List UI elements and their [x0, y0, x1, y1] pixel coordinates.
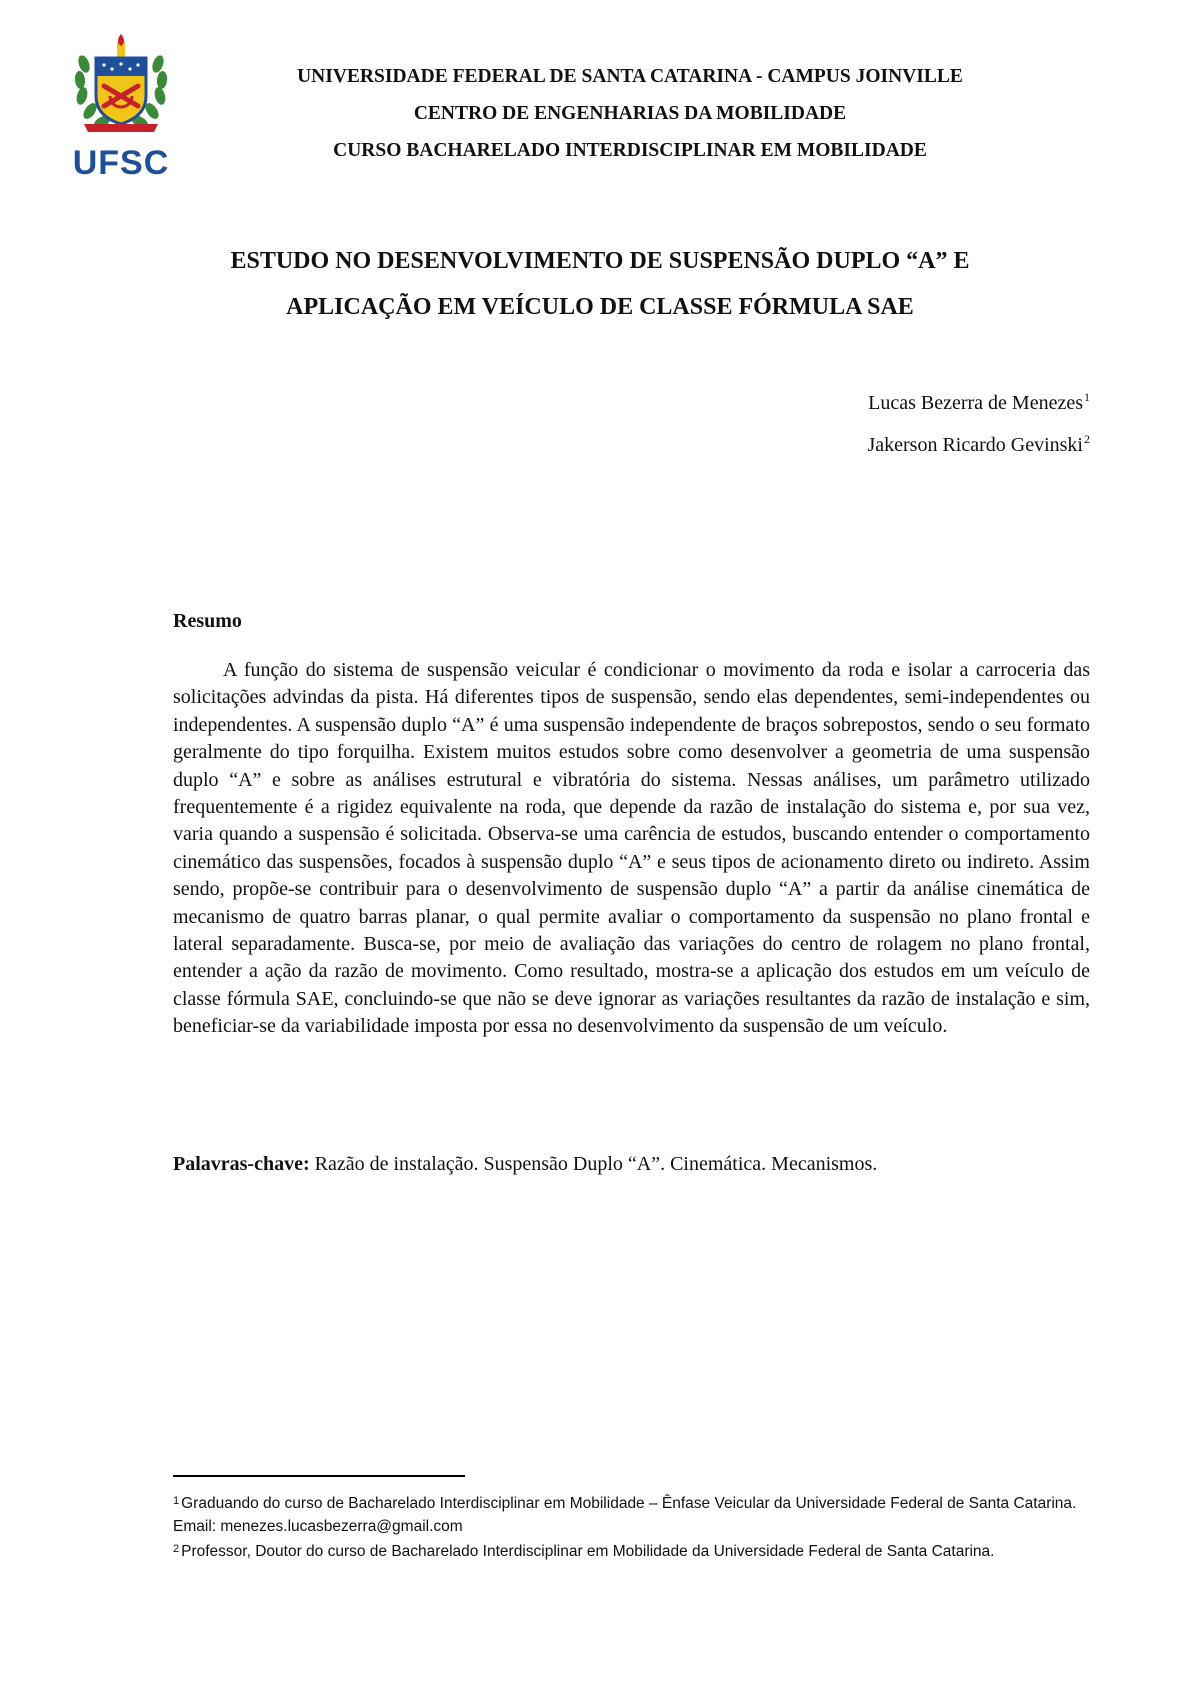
- author-name: Jakerson Ricardo Gevinski: [867, 434, 1083, 456]
- title-line-2: APLICAÇÃO EM VEÍCULO DE CLASSE FÓRMULA SAE: [286, 294, 914, 320]
- footnote-2: [173, 1541, 1088, 1564]
- abstract-heading: Resumo: [173, 610, 242, 632]
- title-line-1: ESTUDO NO DESENVOLVIMENTO DE SUSPENSÃO DUPLO “A” E: [230, 248, 970, 274]
- footnote-number: 2: [173, 1543, 180, 1555]
- footnote-1: [173, 1493, 1088, 1538]
- paper-title: [150, 238, 1050, 330]
- footnote-ref[interactable]: 1: [1084, 390, 1090, 404]
- author-2: [867, 424, 1090, 466]
- author-name: Lucas Bezerra de Menezes: [868, 392, 1083, 414]
- footnote-divider: [173, 1475, 465, 1477]
- footnote-text: Professor, Doutor do curso de Bacharelado Interdisciplinar em Mobilidade da Universidade Federal de Santa Catarina.: [181, 1543, 995, 1560]
- author-1: [867, 382, 1090, 424]
- abstract-text: A função do sistema de suspensão veicular é condicionar o movimento da roda e isolar a carroceria das solicitações advindas da pista. Há diferentes tipos de suspensão, sendo elas dependentes, semi-independentes ou independentes. A suspensão duplo “A” é uma suspensão independente de braços sobrepostos, sendo o seu formato geralmente do tipo forquilha. Existem muitos estudos sobre como desenvolver a geometria de uma suspensão duplo “A” e sobre as análises estrutural e vibratória do sistema. Nessas análises, um parâmetro utilizado frequentemente é a rigidez equivalente na roda, que depende da razão de instalação do sistema e, por sua vez, varia quando a suspensão é solicitada. Observa-se uma carência de estudos, buscando entender o comportamento cinemático das suspensões, focados à suspensão duplo “A” e seus tipos de acionamento direto ou indireto. Assim sendo, propõe-se contribuir para o desenvolvimento de suspensão duplo “A” a partir da análise cinemática de mecanismo de quatro barras planar, o qual permite avaliar o comportamento da suspensão no plano frontal e lateral separadamente. Busca-se, por meio de avaliação das variações do centro de rolagem no plano frontal, entender a ação da razão de movimento. Como resultado, mostra-se a aplicação dos estudos em um veículo de classe fórmula SAE, concluindo-se que não se deve ignorar as variações resultantes da razão de instalação e sim, beneficiar-se da variabilidade imposta por essa no desenvolvimento da suspensão de um veículo.: [173, 659, 1090, 1038]
- ufsc-crest-icon: [70, 34, 172, 144]
- logo-wordmark: UFSC: [72, 144, 170, 182]
- institution-header: [230, 62, 1030, 173]
- author-list: [867, 382, 1090, 466]
- keywords-label: Palavras-chave:: [173, 1153, 310, 1175]
- footnotes: [173, 1493, 1088, 1567]
- footnote-ref[interactable]: 2: [1084, 432, 1090, 446]
- keywords-text: Razão de instalação. Suspensão Duplo “A”. Cinemática. Mecanismos.: [314, 1153, 878, 1175]
- university-name: UNIVERSIDADE FEDERAL DE SANTA CATARINA - CAMPUS JOINVILLE: [297, 66, 963, 87]
- keywords: [173, 1153, 1090, 1176]
- course-name: CURSO BACHARELADO INTERDISCIPLINAR EM MOBILIDADE: [333, 140, 927, 161]
- footnote-number: 1: [173, 1495, 180, 1507]
- footnote-text: Graduando do curso de Bacharelado Interdisciplinar em Mobilidade – Ênfase Veicular da Universidade Federal de Santa Catarina. Email: menezes.lucasbezerra@gmail.com: [173, 1495, 1077, 1535]
- ufsc-logo: [70, 34, 172, 182]
- center-name: CENTRO DE ENGENHARIAS DA MOBILIDADE: [413, 103, 847, 124]
